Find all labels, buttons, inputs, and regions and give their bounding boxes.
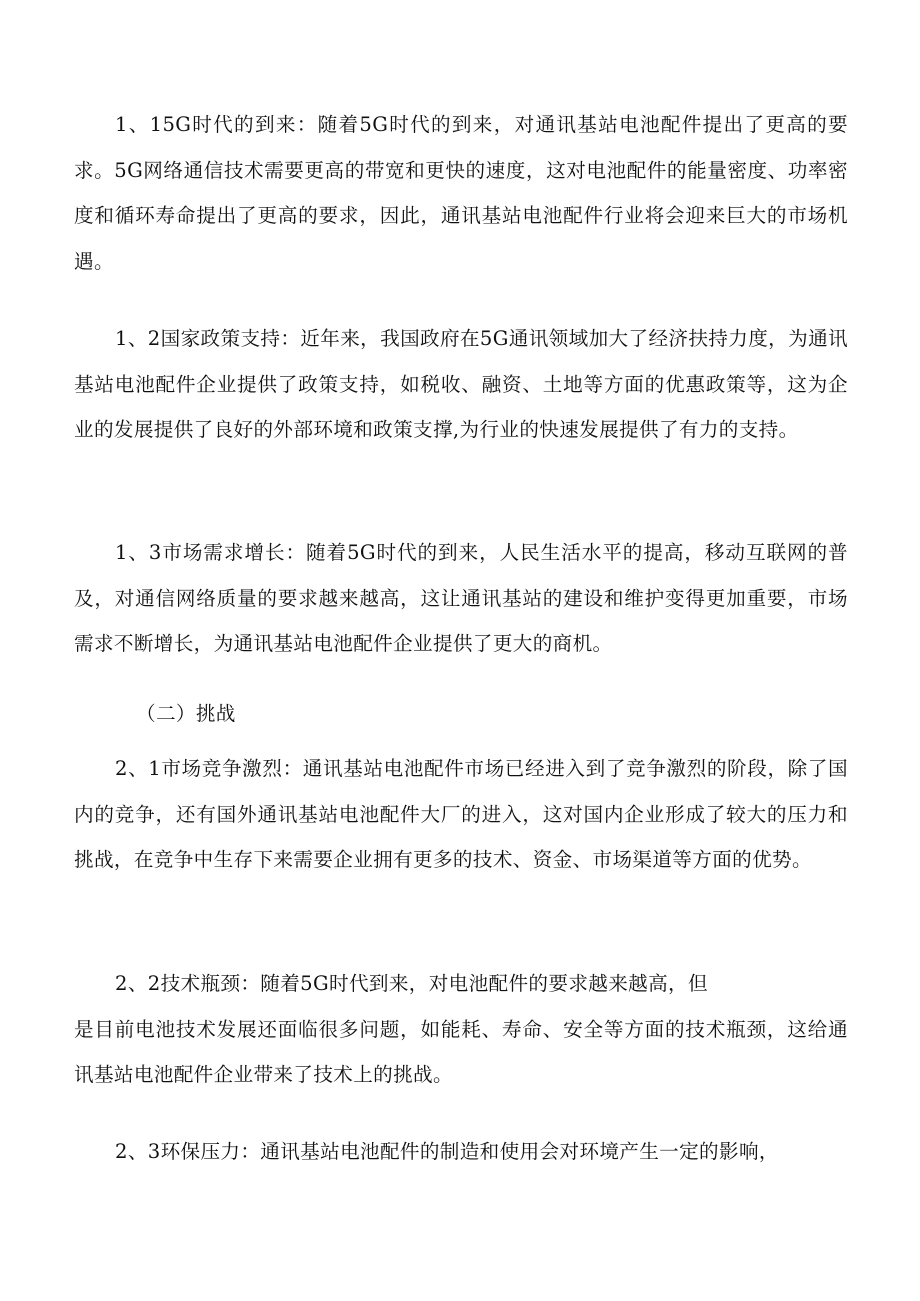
paragraph-tech-bottleneck-rest: 是目前电池技术发展还面临很多问题，如能耗、寿命、安全等方面的技术瓶颈，这给通讯基站电池配件企业带来了技术上的挑战。 bbox=[74, 1017, 848, 1086]
paragraph-tech-bottleneck bbox=[74, 961, 848, 1098]
paragraph-policy-support: 1、2国家政策支持：近年来，我国政府在5G通讯领域加大了经济扶持力度，为通讯基站电池配件企业提供了政策支持，如税收、融资、土地等方面的优惠政策等，这为企业的发展提供了良好的外部环境和政策支撑,为行业的快速发展提供了有力的支持。 bbox=[74, 327, 848, 441]
paragraph-market-competition: 2、1市场竞争激烈：通讯基站电池配件市场已经进入到了竞争激烈的阶段，除了国内的竞争，还有国外通讯基站电池配件大厂的进入，这对国内企业形成了较大的压力和挑战，在竞争中生存下来需要企业拥有更多的技术、资金、市场渠道等方面的优势。 bbox=[74, 757, 848, 871]
paragraph-market-demand: 1、3市场需求增长：随着5G时代的到来，人民生活水平的提高，移动互联网的普及，对通信网络质量的要求越来越高，这让通讯基站的建设和维护变得更加重要，市场需求不断增长，为通讯基站电池配件企业提供了更大的商机。 bbox=[74, 541, 848, 655]
paragraph-5g-era: 1、15G时代的到来：随着5G时代的到来，对通讯基站电池配件提出了更高的要求。5G网络通信技术需要更高的带宽和更快的速度，这对电池配件的能量密度、功率密度和循环寿命提出了更高的要求，因此，通讯基站电池配件行业将会迎来巨大的市场机遇。 bbox=[74, 113, 848, 273]
paragraph-environmental-pressure: 2、3环保压力：通讯基站电池配件的制造和使用会对环境产生一定的影响， bbox=[115, 1140, 779, 1163]
paragraph-tech-bottleneck-line1: 2、2技术瓶颈：随着5G时代到来，对电池配件的要求越来越高，但 bbox=[115, 972, 708, 995]
section-heading-challenges: （二）挑战 bbox=[136, 702, 236, 725]
